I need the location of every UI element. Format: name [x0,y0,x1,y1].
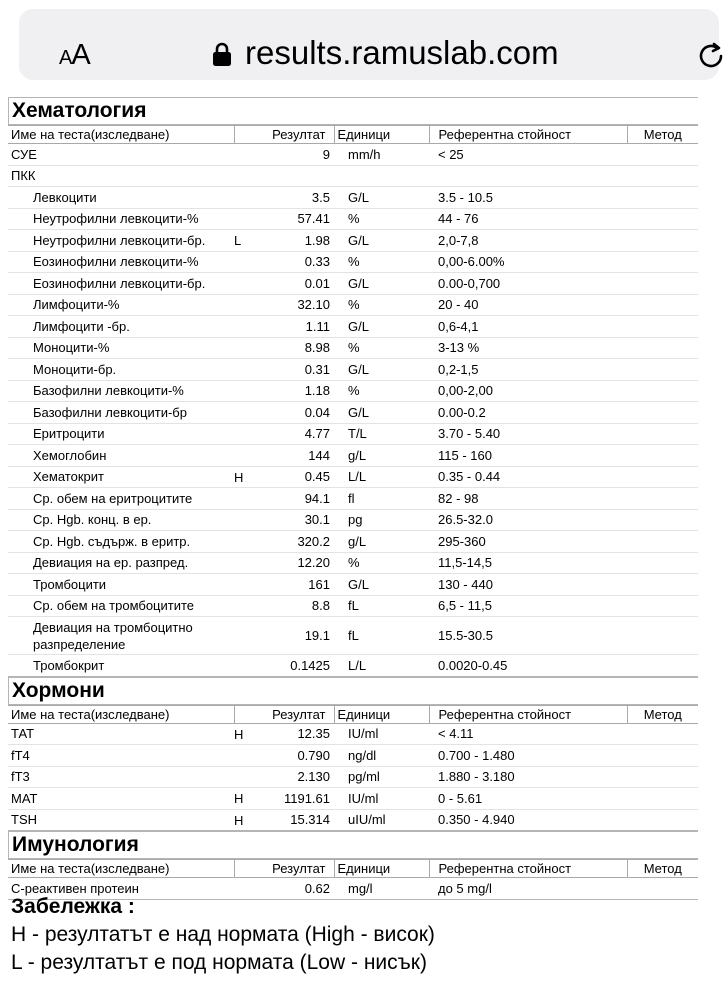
test-name [8,445,234,467]
result-flag: H [234,726,244,742]
test-result: 1.11 [234,316,334,338]
test-unit: G/L [334,230,429,252]
test-name [8,552,234,574]
column-header-name: Име на теста(изследване) [8,126,234,144]
test-name-text: Лимфоцити -бр. [33,318,130,334]
table-row [8,488,698,510]
test-method [627,766,698,788]
test-name-text: Тромбокрит [33,657,105,673]
test-name-text: Моноцити-бр. [33,361,117,377]
test-method [627,230,698,252]
test-name-text: Базофилни левкоцити-% [33,383,184,399]
test-method [627,574,698,596]
test-name-text: Хематокрит [33,469,104,485]
test-unit: G/L [334,574,429,596]
test-name [8,509,234,531]
test-method [627,617,698,655]
test-name-text: Лимфоцити-% [33,297,120,313]
url-text[interactable]: results.ramuslab.com [245,34,559,71]
test-method [627,165,698,187]
test-result: 0.45 [234,466,334,488]
table-row [8,402,698,424]
test-reference: 11,5-14,5 [429,552,627,574]
test-method [627,144,698,166]
test-unit: G/L [334,359,429,381]
test-name [8,466,244,488]
test-unit: G/L [334,316,429,338]
test-reference: 2,0-7,8 [429,230,627,252]
test-method [627,595,698,617]
test-result: 0.33 [234,251,334,273]
table-row [8,187,698,209]
test-method [627,359,698,381]
table-row [8,230,698,252]
test-name-text: Еозинофилни левкоцити-% [33,254,199,270]
test-unit: fL [334,595,429,617]
test-unit: % [334,208,429,230]
results-table [8,125,698,677]
test-name [8,165,234,187]
test-unit: % [334,294,429,316]
test-unit: mm/h [334,144,429,166]
note-line-high: Н - резултатът е над нормата (High - висок) [11,923,435,946]
test-result: 15.314 [234,809,334,831]
table-row [8,509,698,531]
test-result: 8.8 [234,595,334,617]
test-unit: g/L [334,531,429,553]
lock-icon [211,42,233,66]
test-name [8,788,244,810]
test-reference: 0.0020-0.45 [429,655,627,677]
test-method [627,745,698,767]
test-reference: 3.70 - 5.40 [429,423,627,445]
test-method [627,208,698,230]
test-name [8,337,234,359]
test-result: 9 [234,144,334,166]
note-line-low: L - резултатът е под нормата (Low - нисък) [11,951,427,974]
test-unit: G/L [334,273,429,295]
test-method [627,488,698,510]
test-name [8,230,242,252]
test-unit: % [334,337,429,359]
address-bar[interactable] [19,9,719,80]
test-reference: 26.5-32.0 [429,509,627,531]
test-name [8,766,234,788]
test-method [627,655,698,677]
table-row [8,316,698,338]
test-reference: 0,2-1,5 [429,359,627,381]
test-method [627,466,698,488]
test-name [8,531,234,553]
test-name-text: Тромбоцити [33,576,107,592]
test-reference [429,165,627,187]
result-flag: H [234,469,244,485]
test-result: 0.1425 [234,655,334,677]
results-table [8,705,698,832]
column-header-reference: Референтна стойност [429,126,627,144]
test-result: 144 [234,445,334,467]
test-name-text: Неутрофилни левкоцити-% [33,211,199,227]
test-unit: G/L [334,402,429,424]
section-title: Хормони [8,677,698,705]
test-method [627,788,698,810]
test-method [627,316,698,338]
test-result: 0.04 [234,402,334,424]
test-name [8,574,234,596]
table-header-row [8,860,698,878]
test-name [8,595,234,617]
test-result: 1191.61 [234,788,334,810]
test-name [8,617,234,655]
column-header-result: Резултат [234,705,334,723]
test-result: 4.77 [234,423,334,445]
test-reference: 115 - 160 [429,445,627,467]
test-name [8,294,234,316]
test-unit: g/L [334,445,429,467]
section-title: Хематология [8,97,698,125]
test-name [8,187,234,209]
test-reference: 20 - 40 [429,294,627,316]
test-name [8,745,234,767]
table-row [8,359,698,381]
test-reference: 130 - 440 [429,574,627,596]
browser-top-bar [0,0,698,95]
test-unit: uIU/ml [334,809,429,831]
test-reference: 0 - 5.61 [429,788,627,810]
test-reference: 82 - 98 [429,488,627,510]
test-name-text: Ср. Hgb. съдърж. в еритр. [33,533,191,549]
result-flag: H [234,791,244,806]
test-unit: mg/l [334,878,429,900]
test-reference: 6,5 - 11,5 [429,595,627,617]
table-row [8,531,698,553]
table-row [8,552,698,574]
test-unit: L/L [334,655,429,677]
test-method [627,723,698,745]
test-result: 19.1 [234,617,334,655]
test-name [8,316,234,338]
test-reference: < 4.11 [429,723,627,745]
column-header-reference: Референтна стойност [429,860,627,878]
test-unit: % [334,251,429,273]
test-method [627,445,698,467]
test-name-text: Девиация на тромбоцитно разпределение [33,619,193,652]
test-name-text: С-реактивен протеин [11,880,139,896]
test-method [627,337,698,359]
table-row [8,165,698,187]
table-row [8,445,698,467]
table-row [8,595,698,617]
test-method [627,294,698,316]
test-name-text: Базофилни левкоцити-бр [33,404,187,420]
table-header-row [8,705,698,723]
notes-title: Забележка : [11,895,135,918]
test-unit: % [334,380,429,402]
table-row [8,788,698,810]
test-name-text: СУЕ [11,146,37,162]
test-result: 0.01 [234,273,334,295]
table-row [8,745,698,767]
test-method [627,423,698,445]
table-row [8,251,698,273]
table-row [8,337,698,359]
table-row [8,144,698,166]
test-result: 30.1 [234,509,334,531]
column-header-units: Единици [334,705,429,723]
test-name [8,488,234,510]
test-name-text: МАТ [11,790,38,806]
test-reference: 3.5 - 10.5 [429,187,627,209]
test-unit: pg [334,509,429,531]
test-result: 3.5 [234,187,334,209]
test-name [8,723,244,745]
test-reference: 0.700 - 1.480 [429,745,627,767]
column-header-units: Единици [334,860,429,878]
table-row [8,208,698,230]
test-name [8,144,234,166]
test-name-text: Ср. обем на тромбоцитите [33,598,195,614]
test-name-text: Ср. обем на еритроцитите [33,490,193,506]
table-row [8,466,698,488]
reload-icon[interactable] [697,41,727,71]
test-unit: pg/ml [334,766,429,788]
test-method [627,552,698,574]
test-name-text: fT3 [11,769,30,785]
test-name [8,273,234,295]
test-result: 8.98 [234,337,334,359]
test-name [8,402,234,424]
test-reference: 295-360 [429,531,627,553]
column-header-name: Име на теста(изследване) [8,860,234,878]
test-name-text: Левкоцити [33,189,97,205]
test-result: 2.130 [234,766,334,788]
test-name [8,809,244,831]
test-name-text: TSH [11,812,37,828]
test-reference: 0,00-6.00% [429,251,627,273]
table-row [8,723,698,745]
test-reference: до 5 mg/l [429,878,627,900]
test-unit: L/L [334,466,429,488]
test-unit: fL [334,617,429,655]
test-result: 12.35 [234,723,334,745]
column-header-result: Резултат [234,126,334,144]
test-unit: % [334,552,429,574]
test-result: 320.2 [234,531,334,553]
test-method [627,187,698,209]
test-reference: 1.880 - 3.180 [429,766,627,788]
table-row [8,809,698,831]
result-flag: L [234,233,242,248]
test-name-text: Еритроцити [33,426,105,442]
table-row [8,617,698,655]
column-header-result: Резултат [234,860,334,878]
table-row [8,655,698,677]
reader-text-size-button[interactable]: AA [59,39,90,71]
table-row [8,423,698,445]
column-header-reference: Референтна стойност [429,705,627,723]
test-name [8,655,234,677]
test-method [627,809,698,831]
test-reference: 0,00-2,00 [429,380,627,402]
column-header-name: Име на теста(изследване) [8,705,234,723]
test-reference: 0.350 - 4.940 [429,809,627,831]
test-method [627,531,698,553]
column-header-method: Метод [627,126,698,144]
test-reference: 0.00-0.2 [429,402,627,424]
test-result: 0.62 [234,878,334,900]
test-method [627,380,698,402]
test-name-text: ТАТ [11,726,35,742]
test-name [8,251,234,273]
test-unit: ng/dl [334,745,429,767]
table-row [8,273,698,295]
notes-block [11,893,691,977]
test-name-text: fT4 [11,747,30,763]
test-name [8,208,234,230]
test-result: 12.20 [234,552,334,574]
test-reference: < 25 [429,144,627,166]
test-reference: 15.5-30.5 [429,617,627,655]
test-result [234,165,334,187]
test-name-text: Моноцити-% [33,340,110,356]
test-result: 1.18 [234,380,334,402]
test-reference: 0,6-4,1 [429,316,627,338]
test-name-text: Еозинофилни левкоцити-бр. [33,275,206,291]
column-header-units: Единици [334,126,429,144]
test-unit: fl [334,488,429,510]
test-result: 161 [234,574,334,596]
test-name-text: Девиация на ер. разпред. [33,555,189,571]
test-method [627,251,698,273]
test-result: 57.41 [234,208,334,230]
test-method [627,402,698,424]
test-result: 32.10 [234,294,334,316]
test-unit: IU/ml [334,788,429,810]
test-unit [334,165,429,187]
test-name-text: ПКК [11,168,36,184]
test-name [8,423,234,445]
test-result: 94.1 [234,488,334,510]
test-method [627,509,698,531]
table-header-row [8,126,698,144]
table-row [8,574,698,596]
test-name-text: Хемоглобин [33,447,107,463]
test-unit: T/L [334,423,429,445]
test-name-text: Неутрофилни левкоцити-бр. [33,232,206,248]
test-result: 0.790 [234,745,334,767]
table-row [8,766,698,788]
result-flag: H [234,812,244,828]
test-result: 0.31 [234,359,334,381]
column-header-method: Метод [627,705,698,723]
column-header-method: Метод [627,860,698,878]
table-row [8,380,698,402]
test-reference: 44 - 76 [429,208,627,230]
test-result: 1.98 [234,230,334,252]
test-reference: 0.00-0,700 [429,273,627,295]
table-row [8,294,698,316]
section-title: Имунология [8,831,698,859]
test-unit: IU/ml [334,723,429,745]
lab-results-page [8,97,698,900]
test-unit: G/L [334,187,429,209]
test-name [8,380,234,402]
test-name [8,359,234,381]
test-name-text: Ср. Hgb. конц. в ер. [33,512,152,528]
test-reference: 0.35 - 0.44 [429,466,627,488]
test-reference: 3-13 % [429,337,627,359]
test-method [627,273,698,295]
